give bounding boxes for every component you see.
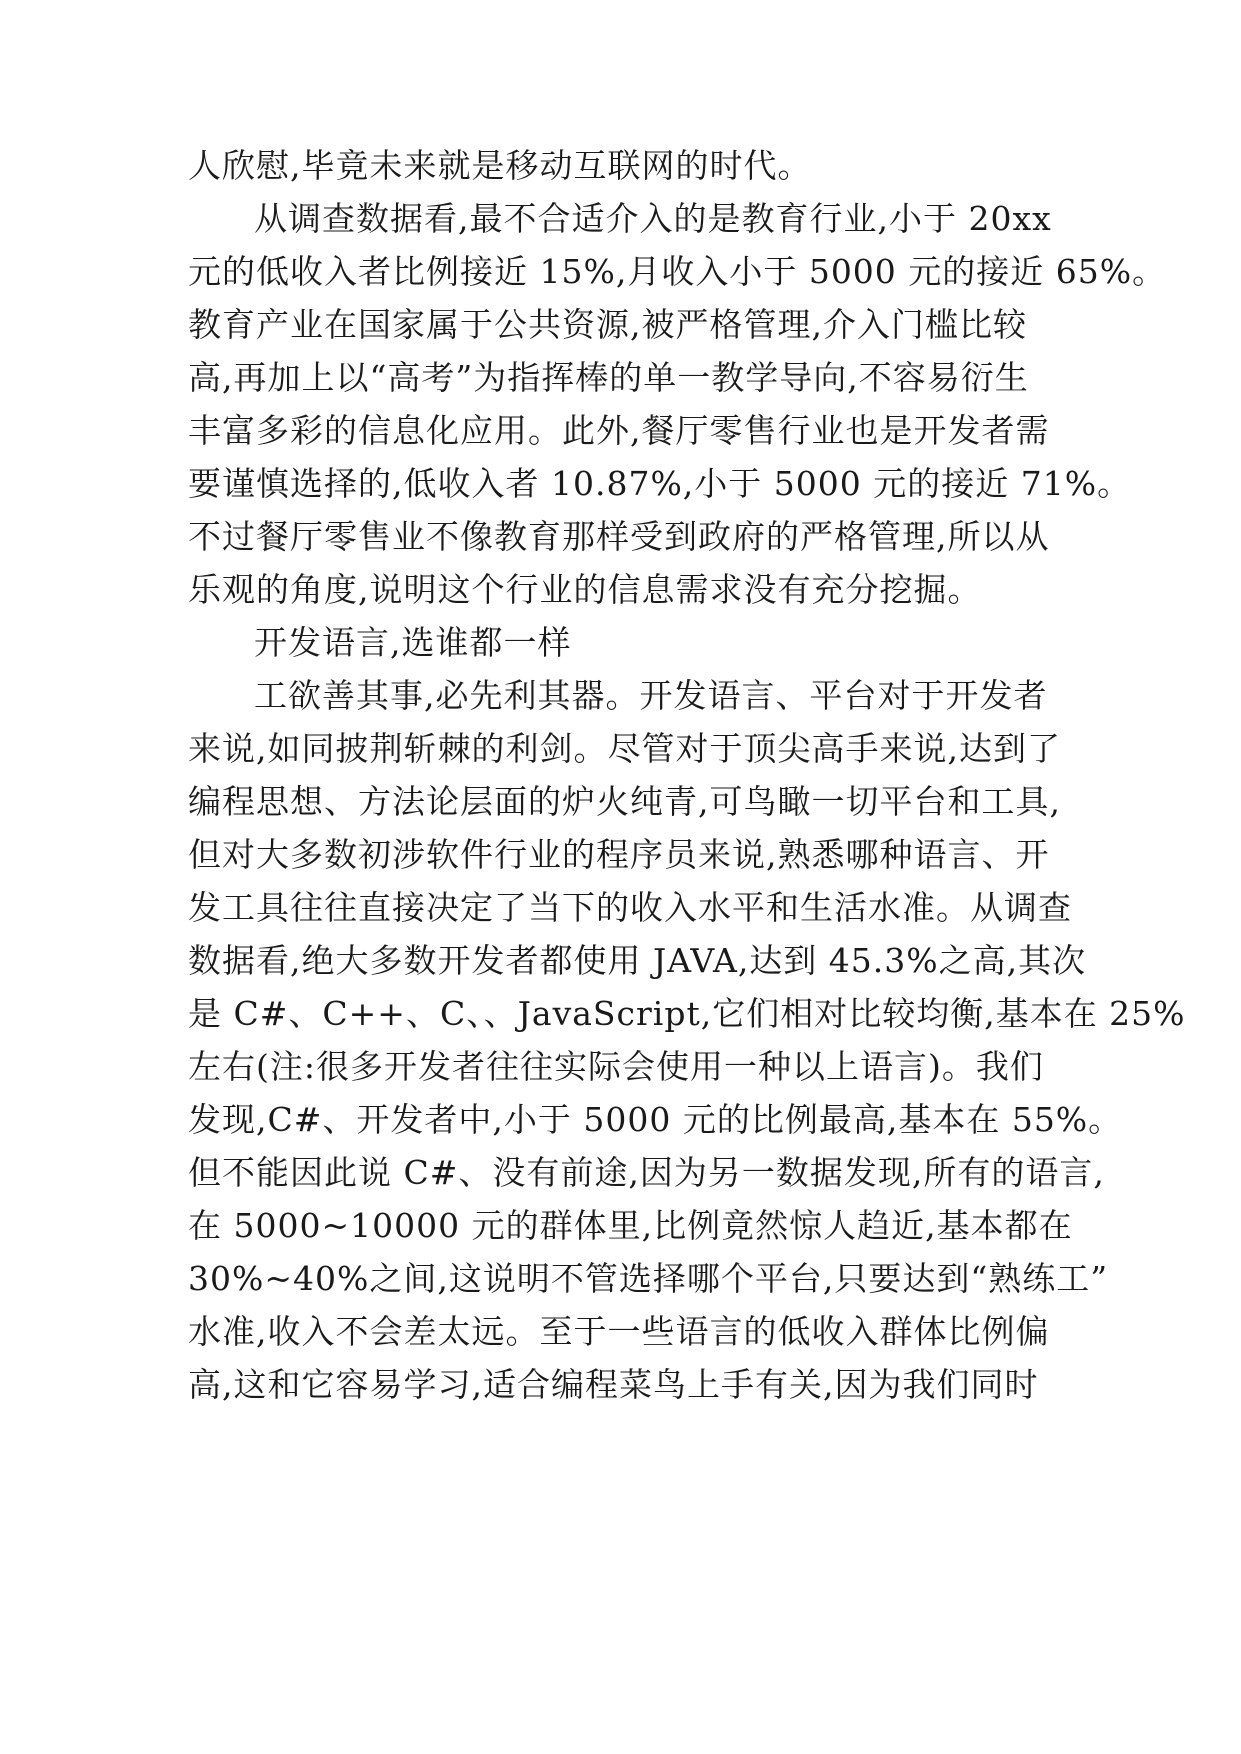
text-line: 不过餐厅零售业不像教育那样受到政府的严格管理,所以从 (188, 517, 1050, 556)
section-heading: 开发语言,选谁都一样 (254, 623, 572, 662)
text-line: 发工具往往直接决定了当下的收入水平和生活水准。从调查 (188, 888, 1072, 927)
text-line: 30%~40%之间,这说明不管选择哪个平台,只要达到“熟练工” (188, 1259, 1109, 1298)
text-line: 来说,如同披荆斩棘的利剑。尽管对于顶尖高手来说,达到了 (188, 729, 1061, 768)
text-line: 水准,收入不会差太远。至于一些语言的低收入群体比例偏 (188, 1312, 1050, 1351)
text-line: 工欲善其事,必先利其器。开发语言、平台对于开发者 (254, 676, 1048, 715)
text-line: 教育产业在国家属于公共资源,被严格管理,介入门槛比较 (188, 305, 1027, 344)
text-line: 丰富多彩的信息化应用。此外,餐厅零售行业也是开发者需 (188, 411, 1050, 450)
text-line: 发现,C#、开发者中,小于 5000 元的比例最高,基本在 55%。 (188, 1100, 1123, 1139)
text-line: 高,这和它容易学习,适合编程菜鸟上手有关,因为我们同时 (188, 1365, 1039, 1404)
text-line: 但不能因此说 C#、没有前途,因为另一数据发现,所有的语言, (188, 1153, 1105, 1192)
text-line: 左右(注:很多开发者往往实际会使用一种以上语言)。我们 (188, 1047, 1044, 1086)
text-line: 高,再加上以“高考”为指挥棒的单一教学导向,不容易衍生 (188, 358, 1029, 397)
text-line: 在 5000~10000 元的群体里,比例竟然惊人趋近,基本都在 (188, 1206, 1073, 1245)
text-line: 要谨慎选择的,低收入者 10.87%,小于 5000 元的接近 71%。 (188, 464, 1132, 503)
text-line: 但对大多数初涉软件行业的程序员来说,熟悉哪种语言、开 (188, 835, 1050, 874)
text-line: 人欣慰,毕竟未来就是移动互联网的时代。 (188, 146, 812, 185)
text-line: 从调查数据看,最不合适介入的是教育行业,小于 20xx (254, 199, 1052, 238)
text-line: 数据看,绝大多数开发者都使用 JAVA,达到 45.3%之高,其次 (188, 941, 1087, 980)
text-line: 是 C#、C++、C、、JavaScript,它们相对比较均衡,基本在 25% (188, 994, 1186, 1033)
text-line: 编程思想、方法论层面的炉火纯青,可鸟瞰一切平台和工具, (188, 782, 1061, 821)
text-line: 乐观的角度,说明这个行业的信息需求没有充分挖掘。 (188, 570, 982, 609)
text-line: 元的低收入者比例接近 15%,月收入小于 5000 元的接近 65%。 (188, 252, 1167, 291)
